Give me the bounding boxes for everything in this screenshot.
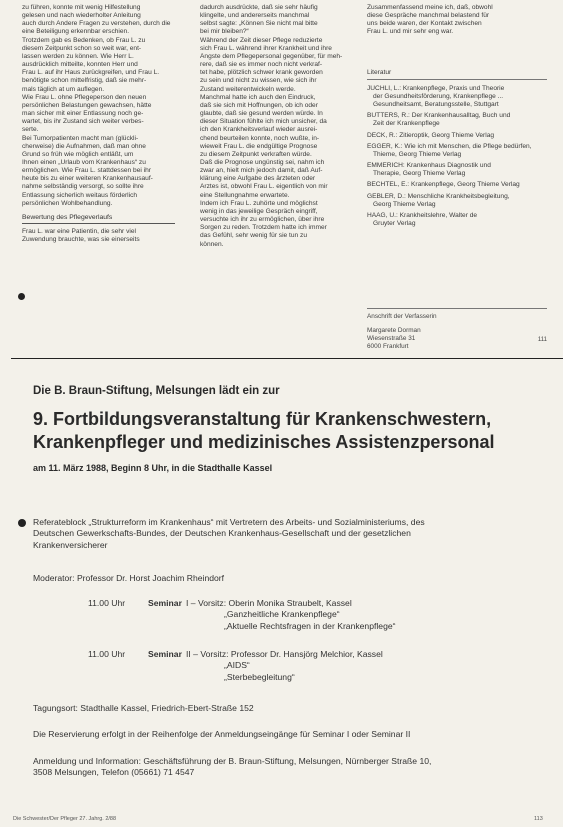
article-column-1 bbox=[22, 4, 175, 244]
text-line: sich Frau L. während ihrer Krankheit und ihre bbox=[200, 44, 332, 52]
section-rule bbox=[22, 223, 175, 224]
text-line: heute bis zu einer weiteren Krankenhausauf- bbox=[22, 175, 153, 183]
seminar-details bbox=[186, 598, 396, 632]
seminar-details bbox=[186, 649, 383, 683]
literature-line: Thieme, Georg Thieme Verlag bbox=[373, 150, 462, 158]
text-line: versuchte ich ihr zu ermöglichen, über ihre bbox=[200, 216, 325, 224]
literature-line: EMMERICH: Krankenhaus Diagnostik und bbox=[367, 162, 491, 170]
lecture-block bbox=[33, 517, 553, 551]
text-line: Während der Zeit dieser Pflege reduzierte bbox=[200, 36, 323, 44]
literature-item bbox=[367, 112, 547, 128]
text-line: diese Gespräche manchmal belastend für bbox=[367, 12, 490, 20]
text-line: Entlassung sicherlich weitaus förderlich bbox=[22, 191, 138, 199]
text-line: Trotzdem gab es Bedenken, ob Frau L. zu bbox=[22, 36, 146, 44]
text-line: dadurch ausdrückte, daß sie sehr häufig bbox=[200, 4, 318, 11]
text-line: wartet, bis ihr Zustand sich weiter verbes- bbox=[22, 118, 144, 126]
venue-text: Tagungsort: Stadthalle Kassel, Friedrich-Ebert-Straße 152 bbox=[33, 703, 254, 713]
literature-item bbox=[367, 85, 547, 109]
text-line: Frau L. und mir sehr eng war. bbox=[367, 28, 454, 36]
literature-line: Gruyter Verlag bbox=[373, 219, 416, 227]
text-line: wieweit Frau L. die endgültige Prognose bbox=[200, 142, 318, 150]
reservation-line bbox=[33, 729, 553, 740]
text-line: nahme selbständig versorgt, so sollte ihre bbox=[22, 183, 144, 191]
address-label: Anschrift der Verfasserin bbox=[367, 313, 437, 320]
contact-line: Anmeldung und Information: Geschäftsführung der B. Braun-Stiftung, Melsungen, Nürnberger Straße 10, bbox=[33, 756, 432, 766]
text-line: können. bbox=[200, 240, 224, 248]
literature-line: HAAG, U.: Krankheitslehre, Walter de bbox=[367, 211, 478, 219]
literature-item bbox=[367, 162, 547, 178]
text-line: benötigte schon mittelfristig, daß sie mehr- bbox=[22, 77, 147, 85]
section-text bbox=[22, 228, 175, 244]
literature-line: der Gesundheitsförderung, Krankenpflege ... bbox=[373, 92, 504, 100]
text-line: dieser Situation fühlte ich mich unsicher, da bbox=[200, 118, 327, 126]
text-line: Bei Tumorpatienten macht man (glückli- bbox=[22, 134, 139, 142]
text-line: eine Stellungnahme erwartete. bbox=[200, 191, 290, 199]
contact-block bbox=[33, 756, 553, 779]
text-line: klingelte, und andererseits manchmal bbox=[200, 12, 310, 20]
text-line: diesem Zeitpunkt schon so weit war, ent- bbox=[22, 44, 142, 52]
seminar-time: 11.00 Uhr bbox=[88, 649, 126, 659]
text-line: bei mir bleiben?“ bbox=[200, 28, 249, 36]
literature-item bbox=[367, 181, 547, 189]
text-line: glaubte, daß sie gesund werden würde. In bbox=[200, 110, 323, 118]
text-line: uns beide waren, der Kontakt zwischen bbox=[367, 20, 482, 28]
lecture-block-line: Krankenversicherer bbox=[33, 539, 108, 550]
seminar-detail-line: „Sterbebegleitung“ bbox=[224, 671, 295, 682]
address-line: Margarete Dorman bbox=[367, 327, 421, 335]
column-1-text bbox=[22, 4, 175, 208]
footer-page-number: 113 bbox=[534, 816, 543, 822]
address-page-ref: 111 bbox=[537, 337, 547, 343]
seminar-detail-line: „AIDS“ bbox=[224, 660, 250, 671]
column-3-intro bbox=[367, 4, 547, 37]
literature-item bbox=[367, 193, 547, 209]
column-2-text bbox=[200, 4, 354, 249]
seminar-detail-line: I – Vorsitz: Oberin Monika Straubelt, Kassel bbox=[186, 598, 352, 608]
lecture-block-line: Deutschen Gewerkschafts-Bundes, der Deutschen Krankenhaus-Gesellschaft und der gesetzlichen bbox=[33, 528, 411, 539]
bullet-marker-icon bbox=[18, 293, 25, 300]
literature-line: BECHTEL, E.: Krankenpflege, Georg Thieme Verlag bbox=[367, 181, 520, 189]
literature-item bbox=[367, 212, 547, 228]
address-line: Wiesenstraße 31 bbox=[367, 335, 416, 343]
section-heading: Bewertung des Pflegeverlaufs bbox=[22, 213, 113, 221]
text-line: persönlichen Wohlbehandlung. bbox=[22, 199, 113, 207]
footer-journal: Die Schwester/Der Pfleger 27. Jahrg. 2/88 bbox=[13, 816, 117, 822]
literature-line: GEBLER, D.: Menschliche Krankheitsbegleitung, bbox=[367, 192, 510, 200]
contact-line: 3508 Melsungen, Telefon (05661) 71 4547 bbox=[33, 767, 195, 778]
literature-line: Gesundheitsamt, Beratungsstelle, Stuttgart bbox=[373, 101, 499, 109]
announcement-title-line: Krankenpfleger und medizinisches Assistenzpersonal bbox=[33, 432, 495, 452]
text-line: Grund so früh wie möglich entläßt, um bbox=[22, 150, 134, 158]
text-line: ermöglichen. Wie Frau L. stattdessen bei ihr bbox=[22, 167, 152, 175]
text-line: Wie Frau L. ohne Pflegeperson den neuen bbox=[22, 93, 147, 101]
text-line: klärung eine Aufgabe des ärzteten oder bbox=[200, 175, 316, 183]
seminar-name: Seminar bbox=[148, 649, 182, 659]
venue-line bbox=[33, 703, 553, 714]
literature-line: Georg Thieme Verlag bbox=[373, 200, 436, 208]
lecture-block-line: Referateblock „Strukturreform im Krankenhaus“ mit Vertretern des Arbeits- und Sozialministeriums, des bbox=[33, 517, 425, 527]
text-line: Indem ich Frau L. zuhörte und möglichst bbox=[200, 199, 318, 207]
text-line: zu sein und nicht zu wissen, wie sich ihr bbox=[200, 77, 317, 85]
text-line: serte. bbox=[22, 126, 39, 134]
text-line: Manchmal hatte ich auch den Eindruck, bbox=[200, 93, 316, 101]
text-line: tet habe, plötzlich schwer krank geworden bbox=[200, 69, 323, 77]
text-line: Ängste dem Pflegepersonal gegenüber, für meh- bbox=[200, 52, 343, 60]
bullet-marker-icon bbox=[18, 519, 26, 527]
literature-item bbox=[367, 143, 547, 159]
seminar-time: 11.00 Uhr bbox=[88, 598, 126, 608]
text-line: das Gefühl, sehr wenig für sie tun zu bbox=[200, 232, 308, 240]
text-line: Ihnen einen „Urlaub vom Krankenhaus“ zu bbox=[22, 158, 146, 166]
text-line: selbst sagte: „Können Sie nicht mal bitte bbox=[200, 20, 318, 28]
announcement-title bbox=[33, 408, 553, 454]
article-column-2 bbox=[200, 4, 354, 249]
seminar-name: Seminar bbox=[148, 598, 182, 608]
text-line: Frau L. auf ihr Haus zurückgreifen, und Frau L. bbox=[22, 69, 160, 77]
text-line: ich den Krankheitsverlauf wieder ausrei- bbox=[200, 126, 318, 134]
text-line: cherweise) die Aufnahmen, daß man ohne bbox=[22, 142, 146, 150]
literature-rule bbox=[367, 79, 547, 80]
text-line: zwar an, hielt mich jedoch damit, daß Auf- bbox=[200, 167, 323, 175]
text-line: Arztes ist, obwohl Frau L. eigentlich von mir bbox=[200, 183, 328, 191]
text-line: auch durch Andere Fragen zu verstehen, durch die bbox=[22, 20, 171, 28]
text-line: chend beurteilen konnte, noch wußte, in- bbox=[200, 134, 320, 142]
article-column-3 bbox=[367, 4, 547, 231]
literature-line: JUCHLI, L.: Krankenpflege, Praxis und Theorie bbox=[367, 84, 505, 92]
text-line: Sorgen zu reden. Trotzdem hatte ich immer bbox=[200, 224, 327, 232]
address-lines bbox=[367, 327, 547, 351]
text-line: Zusammenfassend meine ich, daß, obwohl bbox=[367, 4, 493, 11]
address-line: 6000 Frankfurt bbox=[367, 343, 409, 351]
moderator-line bbox=[33, 573, 553, 584]
seminar-detail-line: „Ganzheitliche Krankenpflege“ bbox=[224, 609, 340, 620]
announcement-top-rule bbox=[11, 358, 563, 359]
text-line: Zuwendung brauchte, was sie einerseits bbox=[22, 236, 140, 244]
literature-line: EGGER, K.: Wie ich mit Menschen, die Pflege bedürfen, bbox=[367, 142, 532, 150]
moderator-text: Moderator: Professor Dr. Horst Joachim Rheindorf bbox=[33, 573, 225, 583]
text-line: lassen werden zu können. Wie Herr L. bbox=[22, 52, 134, 60]
literature-list bbox=[367, 85, 547, 228]
text-line: eine Beteiligung erkennbar erschien. bbox=[22, 28, 130, 36]
text-line: wenig in das jeweilige Gespräch eingriff, bbox=[200, 207, 318, 215]
literature-title: Literatur bbox=[367, 68, 392, 76]
text-line: daß sie sich mit Hoffnungen, ob ich oder bbox=[200, 101, 318, 109]
text-line: gelesen und nach wiederholter Anleitung bbox=[22, 12, 141, 20]
address-rule bbox=[367, 308, 547, 309]
seminar-detail-line: II – Vorsitz: Professor Dr. Hansjörg Melchior, Kassel bbox=[186, 649, 383, 659]
literature-line: Therapie, Georg Thieme Verlag bbox=[373, 170, 466, 178]
announcement-intro: Die B. Braun-Stiftung, Melsungen lädt ein zur bbox=[33, 385, 280, 397]
announcement-title-line: 9. Fortbildungsveranstaltung für Krankenschwestern, bbox=[33, 409, 492, 429]
text-line: ausdrücklich mitteilte, konnten Herr und bbox=[22, 61, 138, 69]
text-line: mals täglich at um auflegen. bbox=[22, 85, 105, 93]
text-line: zu diesem Zeitpunkt verkraften würde. bbox=[200, 150, 312, 158]
text-line: Daß die Prognose ungünstig sei, nahm ich bbox=[200, 158, 325, 166]
literature-line: DECK, R.: Zitieroptik, Georg Thieme Verlag bbox=[367, 131, 495, 139]
text-line: Zustand weiterentwickeln werde. bbox=[200, 85, 296, 93]
literature-line: BUTTERS, R.: Der Krankenhausalltag, Buch und bbox=[367, 112, 511, 120]
literature-item bbox=[367, 132, 547, 140]
seminar-detail-line: „Aktuelle Rechtsfragen in der Krankenpflege“ bbox=[224, 620, 396, 631]
author-address bbox=[367, 308, 547, 351]
reservation-text: Die Reservierung erfolgt in der Reihenfolge der Anmeldungseingänge für Seminar I oder Seminar II bbox=[33, 729, 411, 739]
text-line: rere, daß sie es immer noch nicht verkraf- bbox=[200, 61, 323, 69]
text-line: persönlichen Belastungen gewachsen, hätte bbox=[22, 101, 152, 109]
text-line: man sicher mit einer Entlassung noch ge- bbox=[22, 110, 144, 118]
text-line: zu führen, konnte mit wenig Hilfestellung bbox=[22, 4, 141, 11]
text-line: Frau L. war eine Patientin, die sehr viel bbox=[22, 228, 136, 236]
announcement-date: am 11. März 1988, Beginn 8 Uhr, in die Stadthalle Kassel bbox=[33, 463, 273, 473]
literature-line: Zeit der Krankenpflege bbox=[373, 120, 440, 128]
